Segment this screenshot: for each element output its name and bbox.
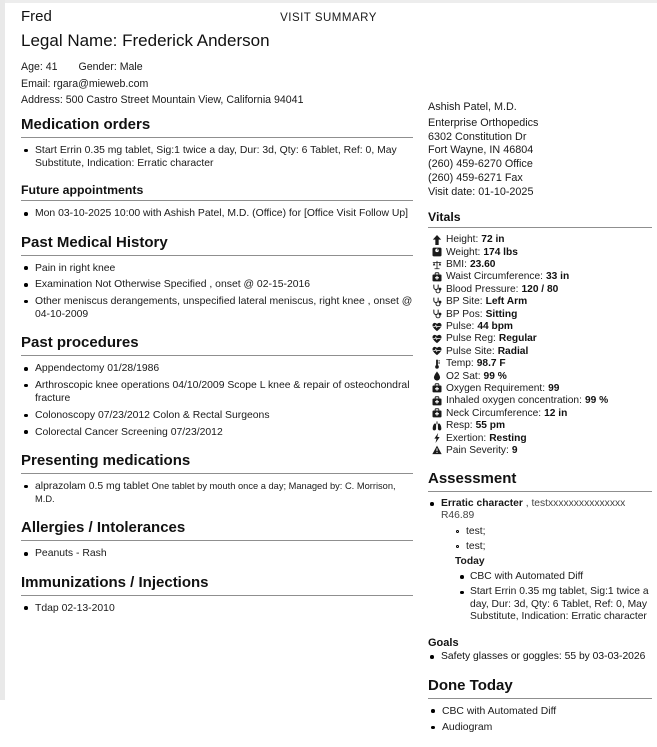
patient-gender: Gender: Male xyxy=(78,61,143,73)
section-title: Past Medical History xyxy=(21,234,413,256)
list-item: Appendectomy 01/28/1986 xyxy=(21,362,413,375)
provider-phone-fax: (260) 459-6271 Fax xyxy=(428,171,523,184)
section-title: Assessment xyxy=(428,470,652,492)
assessment-today-item: CBC with Automated Diff xyxy=(459,571,652,584)
assessment-sub-item: test; xyxy=(455,526,652,539)
vital-label: Waist Circumference: xyxy=(446,271,543,283)
vital-row xyxy=(432,357,652,369)
vital-value: 33 in xyxy=(546,271,570,283)
vital-label: Temp: xyxy=(446,358,474,370)
patient-legal-name: Legal Name: Frederick Anderson xyxy=(21,31,270,50)
section-title: Goals xyxy=(428,636,459,649)
vital-row xyxy=(432,395,652,407)
stethoscope-icon xyxy=(432,297,442,307)
vital-label: BMI: xyxy=(446,259,467,271)
assessment-diagnosis-detail: , testxxxxxxxxxxxxxxx R46.89 xyxy=(441,497,626,522)
vital-value: Left Arm xyxy=(485,296,528,308)
medication-detail: One tablet by mouth once a day; Managed by: C. Morrison, M.D. xyxy=(35,480,396,505)
section-allergies xyxy=(21,519,413,560)
section-assessment xyxy=(428,470,652,624)
vital-label: Neck Circumference: xyxy=(446,407,542,419)
vital-label: Resp: xyxy=(446,420,473,432)
vital-label: Weight: xyxy=(446,246,481,258)
vital-value: Regular xyxy=(498,333,537,345)
assessment-item xyxy=(428,498,652,624)
right-column xyxy=(428,101,652,747)
thermometer-icon xyxy=(432,359,442,369)
section-past-procedures xyxy=(21,334,413,439)
list-item: Pain in right knee xyxy=(21,262,413,275)
vital-value: 72 in xyxy=(481,234,505,246)
patient-address: Address: 500 Castro Street Mountain View, California 94041 xyxy=(21,94,304,106)
vital-value: 55 pm xyxy=(475,420,506,432)
assessment-sub-list xyxy=(455,526,652,624)
vital-row xyxy=(432,419,652,431)
vital-label: Pulse: xyxy=(446,321,475,332)
vital-row xyxy=(432,382,652,394)
section-presenting-medications xyxy=(21,452,413,506)
patient-header xyxy=(21,8,303,109)
vital-label: Exertion: xyxy=(446,432,487,444)
vital-row xyxy=(432,333,652,345)
assessment-today-list xyxy=(459,571,652,624)
lungs-icon xyxy=(432,421,442,431)
bmi-balance-icon xyxy=(432,260,442,270)
section-title: Medication orders xyxy=(21,116,413,138)
left-column xyxy=(21,116,413,628)
vital-row xyxy=(432,370,652,382)
vital-row xyxy=(432,271,652,283)
vital-row xyxy=(432,407,652,419)
assessment-sub-item: test; xyxy=(455,541,652,554)
vital-value: 99 % xyxy=(584,395,609,407)
assessment-today-label: Today xyxy=(455,555,485,567)
vital-row xyxy=(432,234,652,246)
vital-label: Inhaled oxygen concentration: xyxy=(446,395,582,407)
assessment-today-item: Start Errin 0.35 mg tablet, Sig:1 twice a day, Dur: 3d, Qty: 6 Tablet, Ref: 0, May Substitute, Indication: Erratic character xyxy=(459,586,652,624)
heart-pulse-icon xyxy=(432,346,442,356)
section-medication-orders xyxy=(21,116,413,170)
vital-value: 12 in xyxy=(544,407,568,419)
vital-row xyxy=(432,320,652,332)
vital-value: 120 / 80 xyxy=(521,283,559,295)
vital-row xyxy=(432,258,652,270)
section-vitals xyxy=(428,210,652,457)
provider-name: Ashish Patel, M.D. xyxy=(428,101,517,113)
vital-value: 99 % xyxy=(483,370,507,382)
droplet-icon xyxy=(432,371,442,381)
provider-address-line1: 6302 Constitution Dr xyxy=(428,130,527,143)
heart-pulse-icon xyxy=(432,334,442,344)
weight-scale-icon xyxy=(432,247,442,257)
section-title: Vitals xyxy=(428,210,652,228)
medication-name: alprazolam 0.5 mg tablet xyxy=(35,480,149,492)
section-goals xyxy=(428,637,652,664)
warning-triangle-icon xyxy=(432,445,442,455)
goal-item: Safety glasses or goggles: 55 by 03-03-2026 xyxy=(428,651,652,664)
provider-address-line2: Fort Wayne, IN 46804 xyxy=(428,144,534,157)
list-item xyxy=(21,480,413,506)
list-item: Arthroscopic knee operations 04/10/2009 Scope L knee & repair of osteochondral fracture xyxy=(21,379,413,405)
vital-row xyxy=(432,432,652,444)
page-edge-left xyxy=(0,0,5,700)
list-item: Start Errin 0.35 mg tablet, Sig:1 twice a day, Dur: 3d, Qty: 6 Tablet, Ref: 0, May Substitute, Indication: Erratic character xyxy=(21,144,413,170)
vital-value: 44 bpm xyxy=(477,321,513,332)
vital-value: Resting xyxy=(489,432,527,444)
section-title: Done Today xyxy=(428,677,652,699)
list-item: CBC with Automated Diff xyxy=(428,705,652,718)
vital-value: Radial xyxy=(497,345,529,357)
page-edge-top xyxy=(0,0,657,3)
vital-label: BP Site: xyxy=(446,296,483,308)
vital-value: 98.7 F xyxy=(476,358,506,370)
list-item: Tdap 02-13-2010 xyxy=(21,602,413,615)
section-title: Allergies / Intolerances xyxy=(21,519,413,541)
section-title: Future appointments xyxy=(21,183,413,201)
medical-bag-icon xyxy=(432,408,442,418)
list-item: Colonoscopy 07/23/2012 Colon & Rectal Surgeons xyxy=(21,409,413,422)
vital-label: Oxygen Requirement: xyxy=(446,382,546,394)
vitals-list xyxy=(428,234,652,457)
page-title: VISIT SUMMARY xyxy=(280,12,377,24)
stethoscope-icon xyxy=(432,309,442,319)
vital-row xyxy=(432,444,652,456)
height-arrow-icon xyxy=(432,235,442,245)
assessment-diagnosis: Erratic character xyxy=(441,497,523,509)
visit-date: Visit date: 01-10-2025 xyxy=(428,185,534,198)
list-item: Audiogram xyxy=(428,721,652,734)
list-item: Mon 03-10-2025 10:00 with Ashish Patel, M.D. (Office) for [Office Visit Follow Up] xyxy=(21,207,413,220)
lightning-icon xyxy=(432,433,442,443)
vital-row xyxy=(432,246,652,258)
patient-email: Email: rgara@mieweb.com xyxy=(21,77,149,90)
vital-value: 174 lbs xyxy=(483,246,518,258)
vital-label: Height: xyxy=(446,234,479,246)
patient-age-gender xyxy=(21,59,303,76)
vital-row xyxy=(432,345,652,357)
section-title: Immunizations / Injections xyxy=(21,574,413,596)
section-done-today xyxy=(428,677,652,735)
vital-value: 9 xyxy=(511,444,518,456)
provider-block xyxy=(428,101,652,200)
stethoscope-icon xyxy=(432,284,442,294)
vital-label: Pain Severity: xyxy=(446,444,509,456)
patient-age: Age: 41 xyxy=(21,61,58,73)
vital-label: Blood Pressure: xyxy=(446,283,519,295)
list-item: Peanuts - Rash xyxy=(21,547,413,560)
vital-row xyxy=(432,308,652,320)
vital-label: BP Pos: xyxy=(446,308,483,320)
list-item: Other meniscus derangements, unspecified lateral meniscus, right knee , onset @ 04-10-2009 xyxy=(21,295,413,321)
vital-row xyxy=(432,283,652,295)
vital-value: Sitting xyxy=(485,308,518,320)
list-item: Examination Not Otherwise Specified , onset @ 02-15-2016 xyxy=(21,278,413,291)
section-past-medical-history xyxy=(21,234,413,322)
provider-practice: Enterprise Orthopedics xyxy=(428,116,539,129)
vital-label: Pulse Reg: xyxy=(446,333,496,345)
vital-value: 23.60 xyxy=(469,259,496,271)
provider-phone-office: (260) 459-6270 Office xyxy=(428,158,533,171)
heart-pulse-icon xyxy=(432,322,442,332)
medical-bag-icon xyxy=(432,383,442,393)
vital-value: 99 xyxy=(548,382,560,394)
vital-label: Pulse Site: xyxy=(446,345,495,357)
medical-bag-icon xyxy=(432,396,442,406)
medical-bag-icon xyxy=(432,272,442,282)
patient-name: Fred xyxy=(21,8,52,25)
section-immunizations xyxy=(21,574,413,615)
vital-label: O2 Sat: xyxy=(446,370,481,382)
section-future-appointments xyxy=(21,183,413,220)
vital-row xyxy=(432,296,652,308)
list-item: Colorectal Cancer Screening 07/23/2012 xyxy=(21,426,413,439)
section-title: Past procedures xyxy=(21,334,413,356)
section-title: Presenting medications xyxy=(21,452,413,474)
